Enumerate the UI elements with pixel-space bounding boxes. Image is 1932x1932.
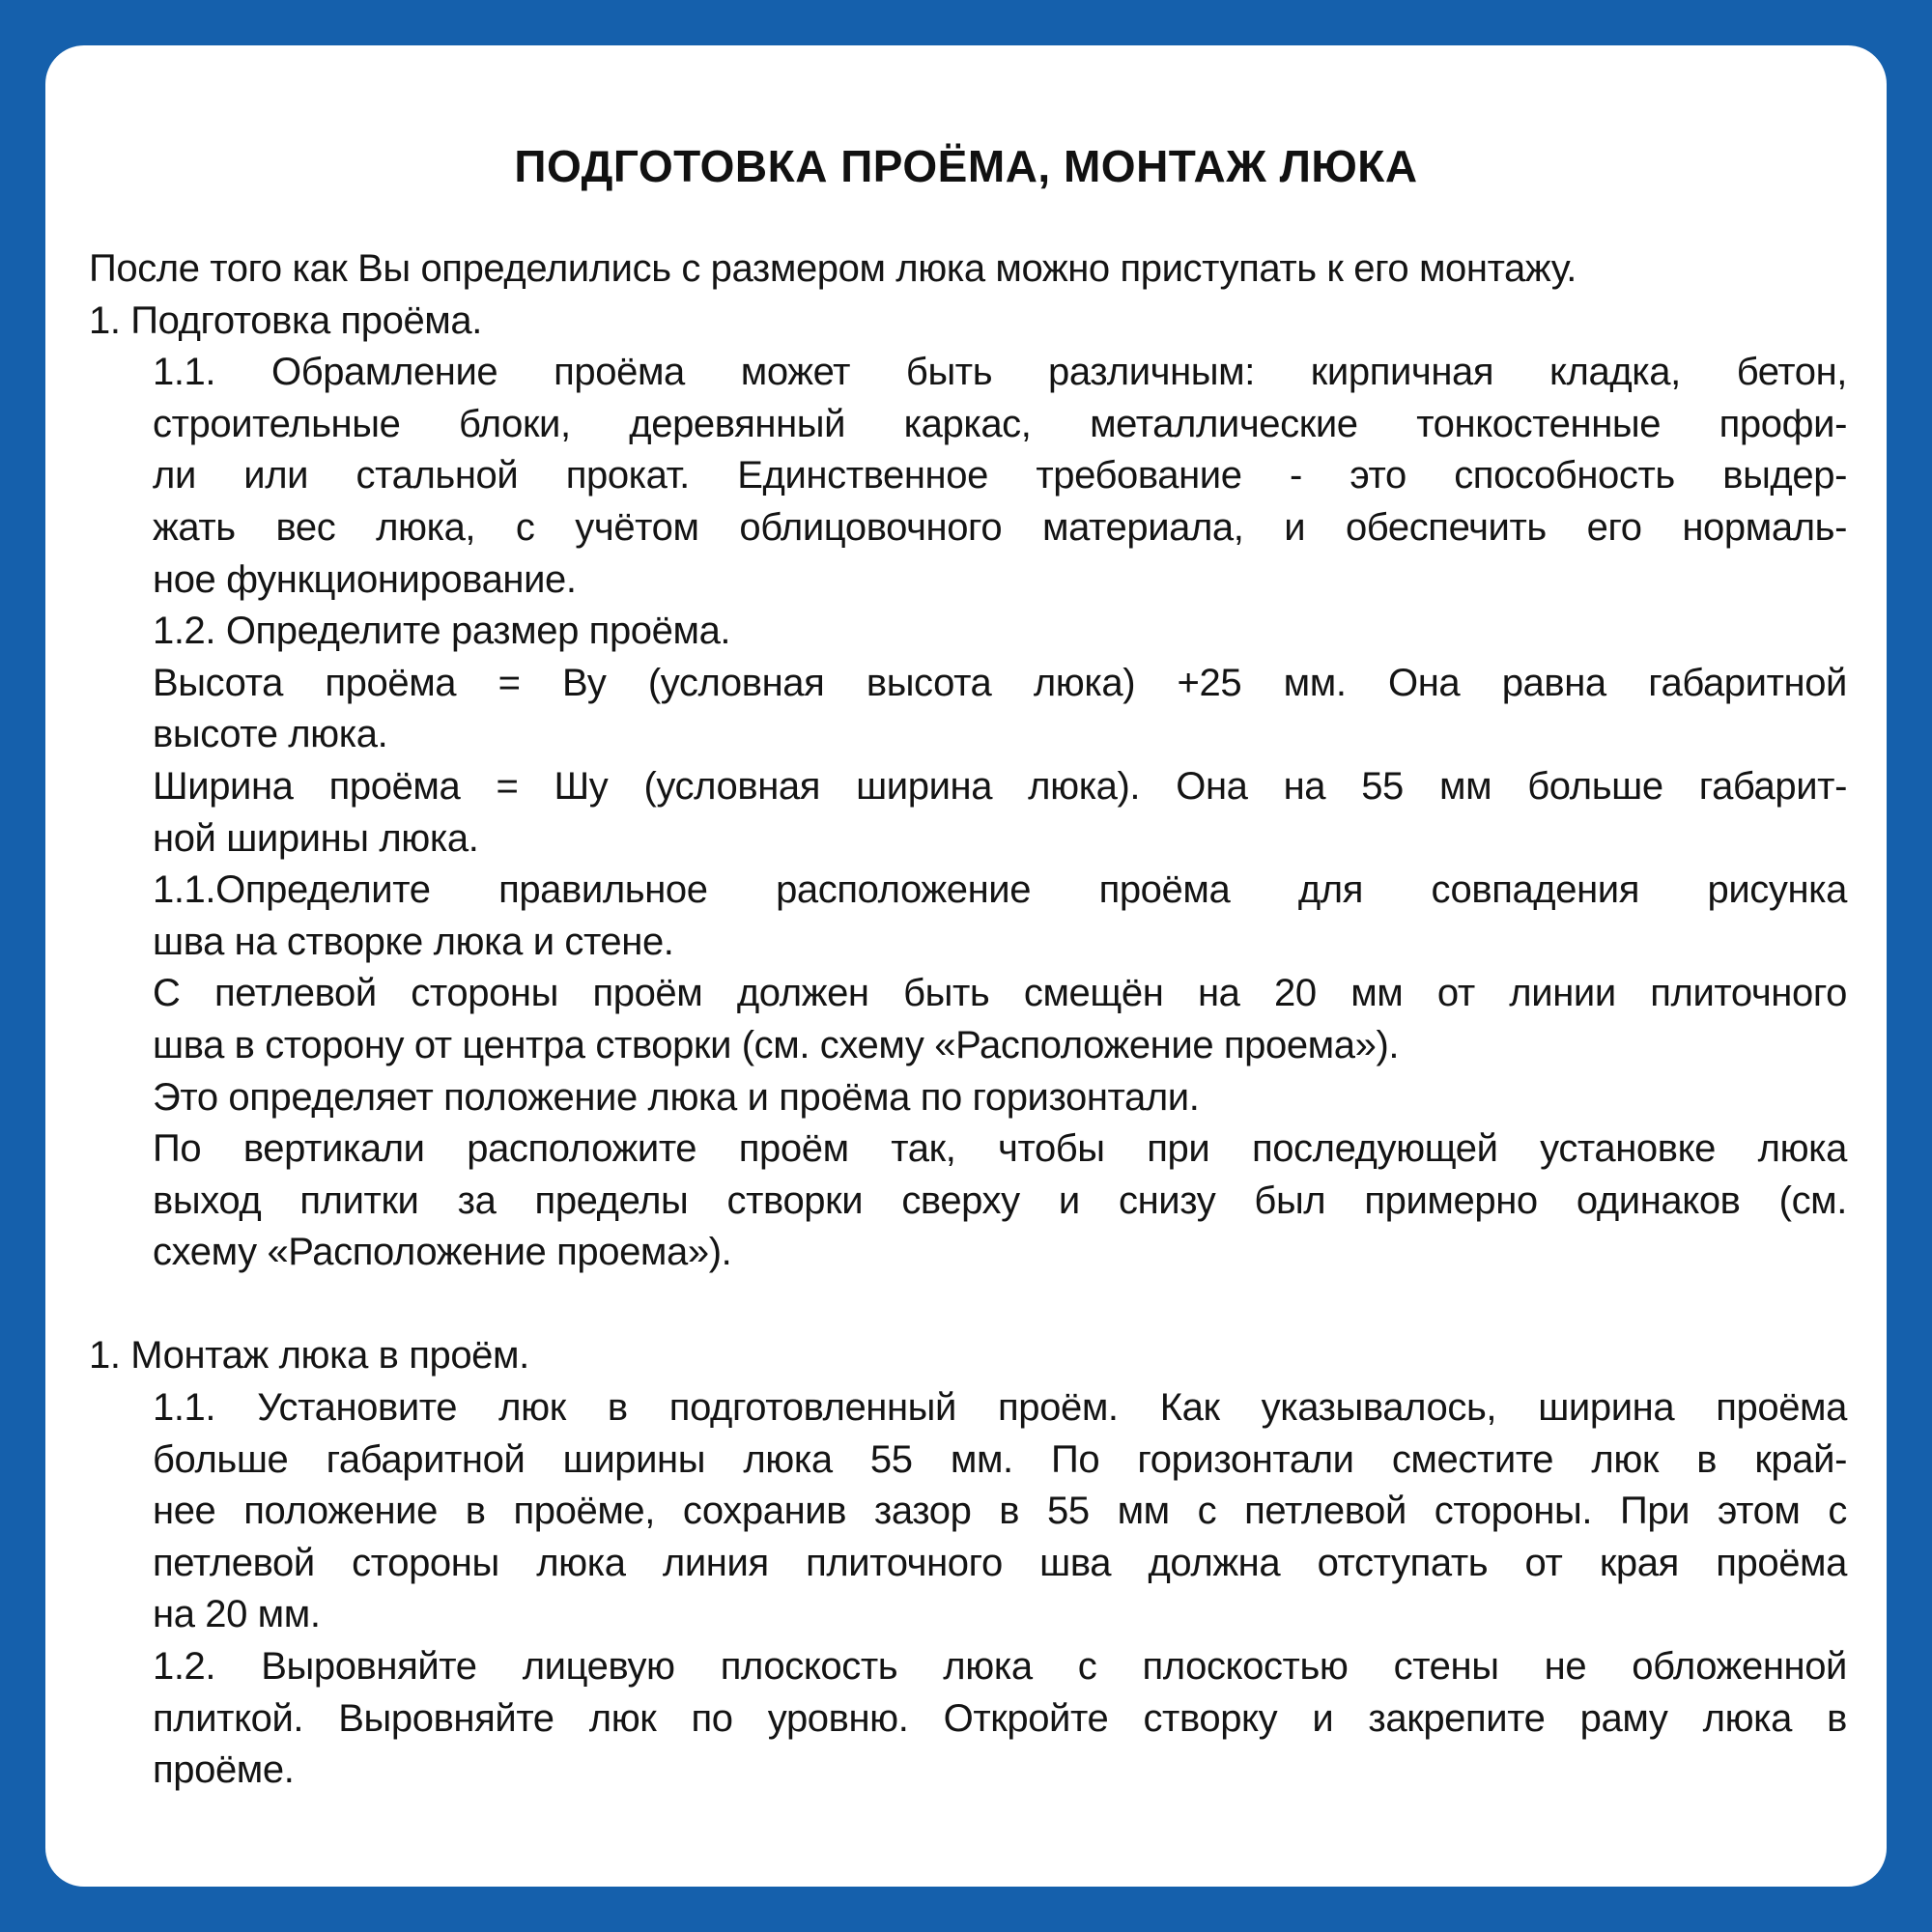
s2-line-8: проёме. (153, 1748, 295, 1792)
s2-line-4: петлевой стороны люка линия плиточного шва должна отступать от края проёма (153, 1541, 1847, 1584)
intro-paragraph: После того как Вы определились с размером люка можно приступать к его монтажу. (89, 247, 1577, 290)
document-card (45, 45, 1887, 1887)
document-body (89, 243, 1847, 1797)
s1-line-12: шва на створке люка и стене. (153, 920, 674, 963)
section-2-heading: 1. Монтаж люка в проём. (89, 1334, 529, 1378)
s2-line-7: плиткой. Выровняйте люк по уровню. Откройте створку и закрепите раму люка в (153, 1696, 1847, 1740)
s1-line-18: схему «Расположение проема»). (153, 1231, 732, 1274)
s2-line-2: больше габаритной ширины люка 55 мм. По горизонтали сместите люк в край- (153, 1437, 1847, 1481)
s1-line-15: Это определяет положение люка и проёма по горизонтали. (153, 1075, 1200, 1119)
section-spacer (89, 1279, 1847, 1331)
s1-line-14: шва в сторону от центра створки (см. схему «Расположение проема»). (153, 1023, 1400, 1066)
s1-line-1: 1.1. Обрамление проёма может быть различным: кирпичная кладка, бетон, (153, 351, 1847, 394)
s1-line-5: ное функционирование. (153, 557, 577, 601)
s1-line-7: Высота проёма = Ву (условная высота люка) +25 мм. Она равна габаритной (153, 661, 1847, 704)
s1-line-4: жать вес люка, с учётом облицовочного материала, и обеспечить его нормаль- (153, 505, 1847, 549)
s1-line-16: По вертикали расположите проём так, чтобы при последующей установке люка (153, 1127, 1847, 1171)
s2-line-5: на 20 мм. (153, 1593, 321, 1636)
s1-line-13: С петлевой стороны проём должен быть смещён на 20 мм от линии плиточного (153, 972, 1847, 1015)
s2-line-1: 1.1. Установите люк в подготовленный проём. Как указывалось, ширина проёма (153, 1386, 1847, 1430)
s1-line-17: выход плитки за пределы створки сверху и снизу был примерно одинаков (см. (153, 1179, 1847, 1222)
s2-line-3: нее положение в проёме, сохранив зазор в 55 мм с петлевой стороны. При этом с (153, 1490, 1847, 1533)
s1-line-8: высоте люка. (153, 713, 388, 756)
s1-line-2: строительные блоки, деревянный каркас, металлические тонкостенные профи- (153, 402, 1847, 445)
page-title: ПОДГОТОВКА ПРОЁМА, МОНТАЖ ЛЮКА (514, 141, 1418, 191)
s1-line-3: ли или стальной прокат. Единственное требование - это способность выдер- (153, 454, 1847, 497)
s1-line-10: ной ширины люка. (153, 816, 479, 860)
section-1-heading: 1. Подготовка проёма. (89, 298, 482, 342)
s1-line-9: Ширина проёма = Шу (условная ширина люка). Она на 55 мм больше габарит- (153, 764, 1847, 808)
s2-line-6: 1.2. Выровняйте лицевую плоскость люка с плоскостью стены не обложенной (153, 1645, 1847, 1689)
s1-line-6: 1.2. Определите размер проёма. (153, 610, 731, 653)
s1-line-11: 1.1.Определите правильное расположение проёма для совпадения рисунка (153, 868, 1847, 912)
